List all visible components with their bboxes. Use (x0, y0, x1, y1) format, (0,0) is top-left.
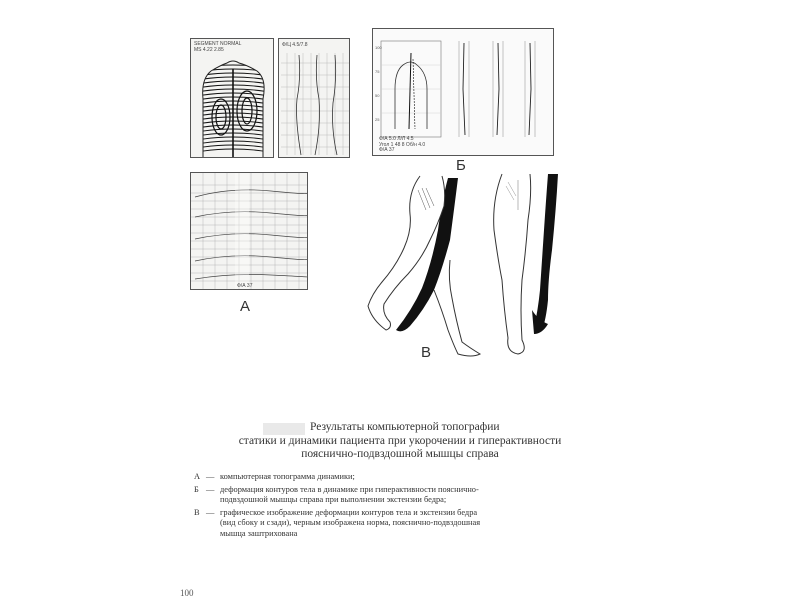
norm-silhouette-back (534, 174, 558, 331)
patient-outline-back (494, 174, 531, 354)
page-number: 100 (180, 588, 194, 598)
label-b: Б (456, 157, 466, 174)
svg-text:100: 100 (375, 45, 382, 50)
caption-title (200, 421, 600, 462)
dynamics-footer: Ф/А 37 (237, 283, 253, 289)
contour-deformation-panel (372, 28, 554, 156)
topogram-dynamics-panel (190, 172, 308, 290)
svg-text:50: 50 (375, 93, 380, 98)
graph-header: Ф/Ц 4.5/7.8 (282, 42, 308, 48)
dynamics-grid (191, 173, 308, 290)
topogram-header-text: SEGMENT NORMAL MS 4.22 2.85 (194, 41, 242, 53)
label-v: В (421, 344, 432, 361)
svg-text:25: 25 (375, 117, 380, 122)
topogram-graph-panel (278, 38, 350, 158)
legend (194, 472, 524, 540)
caption-line-3: пояснично-подвздошной мышцы справа (301, 448, 499, 460)
caption-line-1: Результаты компьютерной топографии (310, 421, 500, 433)
topogram-back-panel (190, 38, 274, 158)
leg-extension-illustration (362, 170, 572, 365)
svg-text:75: 75 (375, 69, 380, 74)
graph-grid (279, 39, 350, 158)
standing-leg-side (434, 260, 480, 356)
contour-footer: Ф/А 5.0 Л/Л 4.5 Угол 1 48 8 Об/н 4.0 Ф/А 37 (379, 136, 426, 153)
caption-line-2: статики и динамики пациента при укорочении и гиперактивности (238, 434, 562, 447)
label-a: А (240, 298, 251, 315)
moire-back-image (191, 39, 274, 158)
legend-item-a: А — компьютерная топограмма динамики; (194, 472, 355, 481)
legend-item-b: Б — деформация контуров тела в динамике при гиперактивности пояснично- подвздошной мышцы справа при выполнении экстензии бедра; (194, 484, 479, 505)
legend-item-v: В — графическое изображение деформации контуров тела и экстензии бедра (вид сбоку и сзади), черным изображена норма, пояснично-подвздошная мышца заштрихована (194, 507, 481, 538)
